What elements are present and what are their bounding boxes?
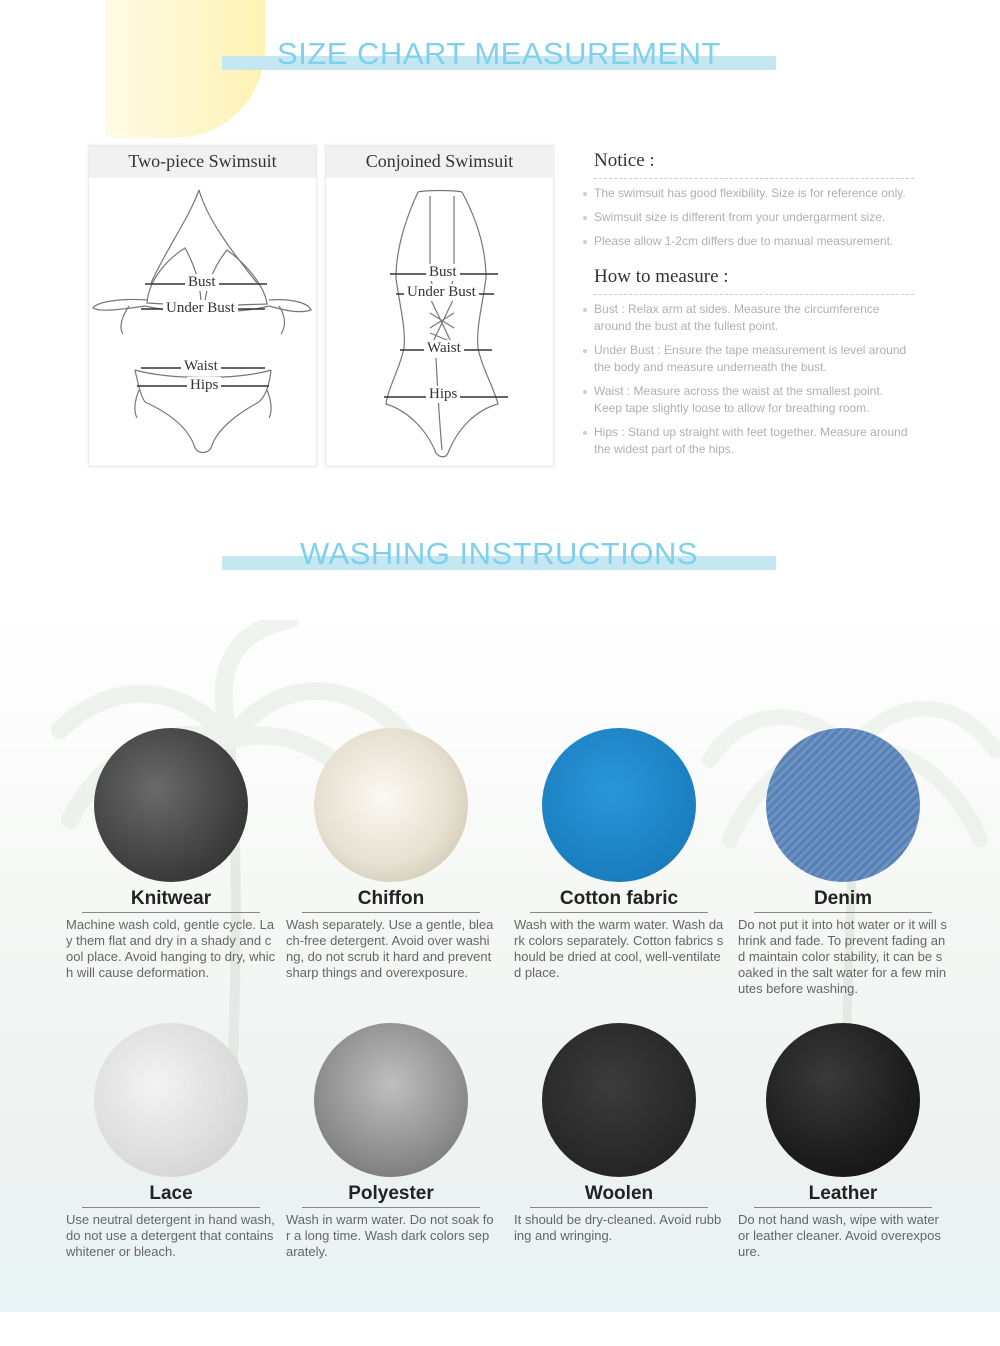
how-to-item: Under Bust : Ensure the tape measurement is level around the body and measure underneath the bust. [594,342,914,376]
how-to-item: Hips : Stand up straight with feet together. Measure around the widest part of the hips. [594,424,914,458]
polyester-swatch [314,1023,468,1177]
label-under-bust: Under Bust [404,284,479,301]
fabric-description: It should be dry-cleaned. Avoid rubbing and wringing. [514,1212,722,1243]
fabric-description: Wash with the warm water. Wash dark colors separately. Cotton fabrics should be dried at cool, well-ventilated place. [514,917,724,980]
notice-item: The swimsuit has good flexibility. Size is for reference only. [594,185,914,202]
label-bust: Bust [426,264,460,281]
one-piece-illustration [326,178,553,466]
fabric-name: Leather [808,1183,878,1204]
label-waist: Waist [424,340,464,357]
divider [530,912,708,913]
two-piece-title: Two-piece Swimsuit [89,146,316,178]
size-chart-heading [222,36,776,76]
divider [594,294,914,295]
fabric-card-denim [738,728,948,997]
fabric-description: Machine wash cold, gentle cycle. Lay them flat and dry in a shady and cool place. Avoid hanging to dry, which will cause deformation. [66,917,276,980]
divider [530,1207,708,1208]
two-piece-panel [88,145,317,467]
chiffon-swatch [314,728,468,882]
divider [82,912,260,913]
fabric-card-knitwear [66,728,276,981]
lace-swatch [94,1023,248,1177]
label-under-bust: Under Bust [163,300,238,317]
divider [754,1207,932,1208]
fabric-description: Do not hand wash, wipe with water or leather cleaner. Avoid overexposure. [738,1212,941,1259]
notice-item: Swimsuit size is different from your undergarment size. [594,209,914,226]
conjoined-diagram [326,178,553,466]
divider [82,1207,260,1208]
fabric-card-leather [738,1023,948,1260]
divider [302,912,480,913]
fabric-card-woolen [514,1023,724,1244]
how-to-list [594,301,914,458]
fabric-name: Lace [149,1183,193,1204]
fabric-description: Wash separately. Use a gentle, bleach-free detergent. Avoid over washing, do not scrub it hard and prevent sharp things and overexposure. [286,917,494,980]
fabric-card-cotton [514,728,724,981]
washing-heading [222,536,776,576]
fabric-card-lace [66,1023,276,1260]
leather-swatch [766,1023,920,1177]
fabric-description: Use neutral detergent in hand wash, do not use a detergent that contains whitener or bleach. [66,1212,275,1259]
conjoined-panel [325,145,554,467]
notice-item: Please allow 1-2cm differs due to manual measurement. [594,233,914,250]
label-waist: Waist [181,358,221,375]
how-to-title: How to measure : [594,266,729,287]
fabric-name: Woolen [584,1183,654,1204]
divider [302,1207,480,1208]
fabric-card-polyester [286,1023,496,1260]
bikini-illustration [89,178,316,466]
how-to-item: Bust : Relax arm at sides. Measure the circumference around the bust at the fullest point. [594,301,914,335]
notice-list [594,185,914,250]
how-to-item: Waist : Measure across the waist at the smallest point. Keep tape slightly loose to allow for breathing room. [594,383,914,417]
fabric-card-chiffon [286,728,496,981]
divider [754,912,932,913]
fabric-description: Do not put it into hot water or it will shrink and fade. To prevent fading and maintain color stability, it can be soaked in the salt water for a few minutes before washing. [738,917,947,996]
divider [594,178,914,179]
fabric-name: Polyester [348,1183,434,1204]
fabric-name: Knitwear [130,888,212,909]
label-hips: Hips [187,377,221,394]
fabric-name: Denim [813,888,873,909]
woolen-swatch [542,1023,696,1177]
washing-title: WASHING INSTRUCTIONS [299,536,699,571]
two-piece-diagram [89,178,316,466]
notice-title: Notice : [594,150,655,171]
fabric-description: Wash in warm water. Do not soak for a long time. Wash dark colors separately. [286,1212,494,1259]
fabric-name: Chiffon [357,888,425,909]
denim-swatch [766,728,920,882]
notice-section [594,150,914,465]
label-hips: Hips [426,386,460,403]
fabric-name: Cotton fabric [559,888,679,909]
knitwear-swatch [94,728,248,882]
size-chart-title: SIZE CHART MEASUREMENT [277,36,721,71]
cotton-swatch [542,728,696,882]
label-bust: Bust [185,274,219,291]
conjoined-title: Conjoined Swimsuit [326,146,553,178]
